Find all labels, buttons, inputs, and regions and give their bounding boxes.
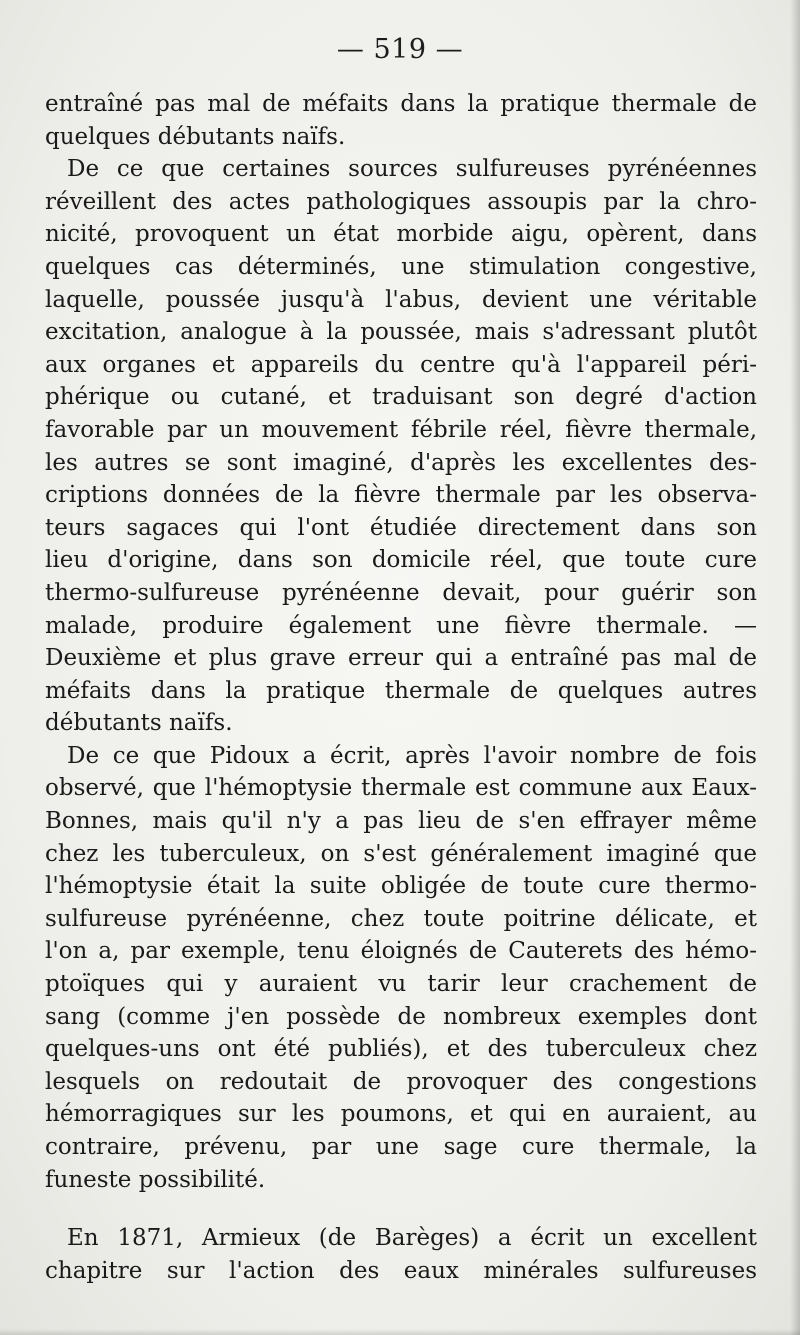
text-line: En 1871, Armieux (de Barèges) a écrit un excellent [67,1225,757,1252]
text-line: ptoïques qui y auraient vu tarir leur crachement de [45,971,757,998]
text-line: entraîné pas mal de méfaits dans la pratique thermale de [45,91,757,117]
text-line: aux organes et appareils du centre qu'à l'appareil péri- [45,351,757,378]
text-line: contraire, prévenu, par une sage cure thermale, la [45,1134,757,1160]
text-line: l'hémoptysie était la suite obligée de toute cure thermo- [45,873,757,900]
body-text [45,88,757,1287]
text-line: quelques-uns ont été publiés), et des tuberculeux chez [45,1036,757,1063]
text-line: réveillent des actes pathologiques assoupis par la chro- [45,188,757,215]
text-line: quelques débutants naïfs. [45,123,346,150]
text-line: De ce que certaines sources sulfureuses pyrénéennes [67,156,757,183]
text-line: chapitre sur l'action des eaux minérales sulfureuses [45,1257,757,1284]
text-line: hémorragiques sur les poumons, et qui en auraient, au [45,1101,757,1128]
text-line: teurs sagaces qui l'ont étudiée directement dans son [45,514,757,541]
text-line: De ce que Pidoux a écrit, après l'avoir nombre de fois [67,742,757,769]
text-line: Bonnes, mais qu'il n'y a pas lieu de s'en effrayer même [45,808,757,835]
page-number: — 519 — [336,34,464,65]
text-line: phérique ou cutané, et traduisant son degré d'action [45,384,757,411]
text-line: débutants naïfs. [45,710,233,737]
text-line: lieu d'origine, dans son domicile réel, que toute cure [45,547,757,574]
text-line: thermo-sulfureuse pyrénéenne devait, pour guérir son [45,579,757,606]
text-line: sulfureuse pyrénéenne, chez toute poitrine délicate, et [45,905,757,932]
text-line: sang (comme j'en possède de nombreux exemples dont [45,1003,757,1030]
text-line: observé, que l'hémoptysie thermale est commune aux Eaux- [45,775,757,802]
paragraph-gap [45,1196,757,1222]
text-line: méfaits dans la pratique thermale de quelques autres [45,677,757,704]
text-line: lesquels on redoutait de provoquer des congestions [45,1068,757,1095]
text-line: excitation, analogue à la poussée, mais s'adressant plutôt [45,319,757,346]
page-edge-shadow [790,0,800,1335]
text-line: malade, produire également une fièvre thermale. — [45,612,757,639]
text-line: funeste possibilité. [45,1166,266,1193]
text-line: chez les tuberculeux, on s'est généralement imaginé que [45,840,757,867]
text-line: l'on a, par exemple, tenu éloignés de Cauterets des hémo- [45,938,757,965]
text-line: les autres se sont imaginé, d'après les excellentes des- [45,449,757,476]
text-line: Deuxième et plus grave erreur qui a entraîné pas mal de [45,645,757,672]
text-line: criptions données de la fièvre thermale par les observa- [45,482,757,509]
text-line: nicité, provoquent un état morbide aigu, opèrent, dans [45,221,757,248]
text-line: favorable par un mouvement fébrile réel, fièvre thermale, [45,416,757,443]
page-bottom-shadow [0,1329,800,1335]
text-line: quelques cas déterminés, une stimulation congestive, [45,253,757,280]
text-line: laquelle, poussée jusqu'à l'abus, devient une véritable [45,286,757,313]
